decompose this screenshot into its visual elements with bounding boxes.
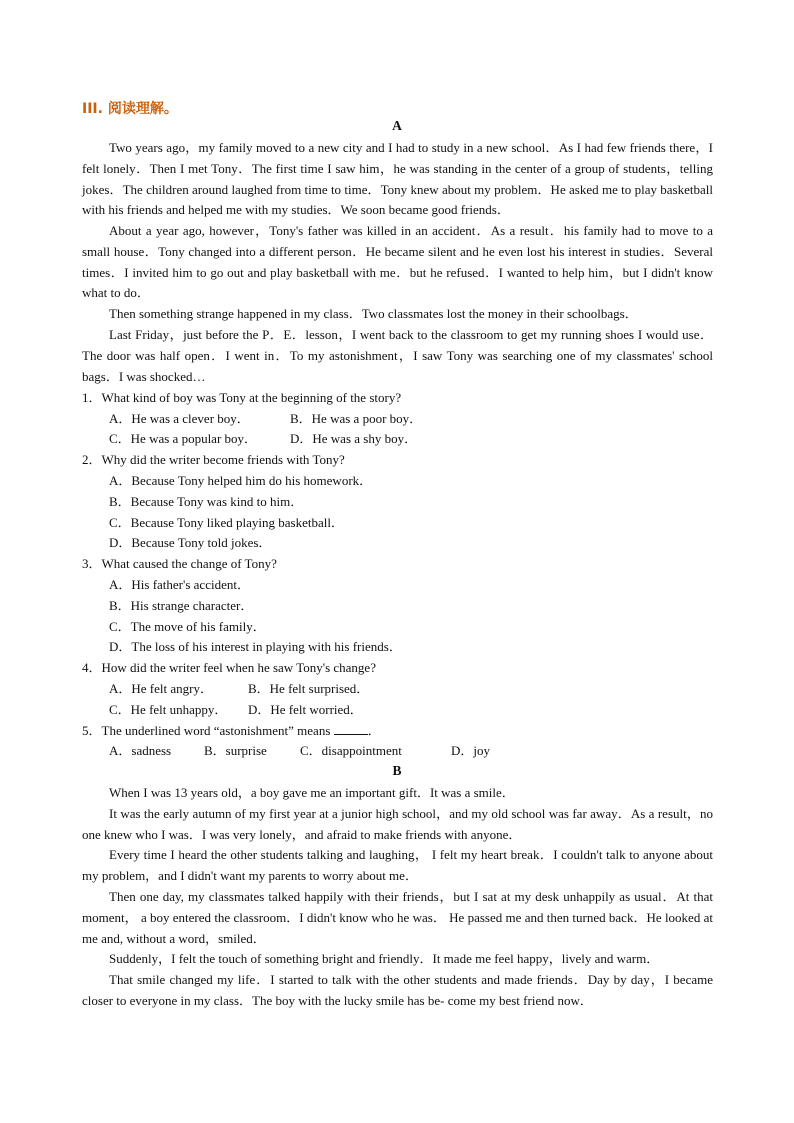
question-option: C．The move of his family． <box>109 619 266 634</box>
question-stem: 1．What kind of boy was Tony at the beginning of the story? <box>82 390 402 405</box>
question-stem: 2．Why did the writer become friends with Tony? <box>82 452 345 467</box>
question-option: A．Because Tony helped him do his homework． <box>109 473 373 488</box>
passage-b-paragraph-3 <box>82 845 713 887</box>
passage-a-paragraph-2 <box>82 221 713 304</box>
question-option: A．He felt angry． <box>109 681 213 696</box>
paragraph-text: Two years ago，my family moved to a new city and I had to study in a new school．As I had few friends there，I felt lonely．Then I met Tony．The first time I saw him，he was standing in the center of a group of students，telling jokes．The children around laughed from time to time．Tony knew about my problem．He asked me to play basketball with his friends and helped me with my studies．We soon became good friends． <box>82 140 713 218</box>
paragraph-text: It was the early autumn of my first year at a junior high school，and my old school was far away．As a result，no one knew who I was．I was very lonely，and afraid to make friends with anyone． <box>82 806 713 842</box>
question-option: B．He was a poor boy． <box>290 411 423 426</box>
paragraph-text: Last Friday，just before the P．E．lesson，I went back to the classroom to get my running shoes I would use．The door was half open．I went in．To my astonishment，I saw Tony was searching one of my classmates' school bags．I was shocked… <box>82 327 713 384</box>
passage-b-paragraph-4 <box>82 887 713 949</box>
passage-a-title: A <box>392 118 402 133</box>
question-stem: 3．What caused the change of Tony? <box>82 556 277 571</box>
paragraph-text: Then something strange happened in my class．Two classmates lost the money in their schoolbags． <box>109 306 638 321</box>
question-stem-5 <box>82 721 381 742</box>
section-title: III. 阅读理解。 <box>82 101 178 117</box>
paragraph-text: That smile changed my life．I started to talk with the other students and made friends．Day by day，I became closer to everyone in my class．The boy with the lucky smile has be- come my best friend now． <box>82 972 713 1008</box>
paragraph-text: About a year ago, however，Tony's father was killed in an accident．As a result．his family had to move to a small house．Tony changed into a different person．He became silent and he even lost his interest in studies．Several times．I invited him to go out and play basketball with me．but he refused．I wanted to help him，but I didn't know what to do． <box>82 223 713 301</box>
passage-a-paragraph-1 <box>82 138 713 221</box>
question-option: D．joy <box>451 743 491 758</box>
question-option: C．Because Tony liked playing basketball． <box>109 515 344 530</box>
question-option: D．He was a shy boy． <box>290 431 418 446</box>
answer-blank <box>334 722 368 735</box>
question-option: B．surprise <box>204 743 267 758</box>
paragraph-text: Then one day, my classmates talked happily with their friends，but I sat at my desk unhappily as usual．At that moment， a boy entered the classroom．I didn't know who he was． He passed me and then turned back．He looked at me and, without a word，smiled． <box>82 889 713 946</box>
question-stem: 4．How did the writer feel when he saw Tony's change? <box>82 660 376 675</box>
passage-b-paragraph-6 <box>82 970 713 1012</box>
paragraph-text: Every time I heard the other students talking and laughing， I felt my heart break．I couldn't talk to anyone about my problem，and I didn't want my parents to worry about me． <box>82 847 713 883</box>
paragraph-text: Suddenly，I felt the touch of something bright and friendly．It made me feel happy，lively and warm． <box>109 951 660 966</box>
question-option: C．He felt unhappy． <box>109 702 228 717</box>
paragraph-text: When I was 13 years old，a boy gave me an important gift．It was a smile． <box>109 785 515 800</box>
question-option: B．His strange character． <box>109 598 254 613</box>
question-option: D．Because Tony told jokes． <box>109 535 272 550</box>
passage-b-paragraph-1 <box>82 783 713 804</box>
passage-b-paragraph-5 <box>82 949 713 970</box>
question-option: A．sadness <box>109 743 172 758</box>
passage-b-paragraph-2 <box>82 804 713 846</box>
question-option: B．Because Tony was kind to him． <box>109 494 304 509</box>
question-option: C．disappointment <box>300 743 402 758</box>
passage-b-title: B <box>392 763 402 778</box>
question-stem-start: 5．The underlined word “astonishment” means <box>82 723 334 738</box>
question-option: D．The loss of his interest in playing with his friends． <box>109 639 402 654</box>
question-option: C．He was a popular boy． <box>109 431 258 446</box>
passage-a-paragraph-4 <box>82 325 713 387</box>
question-option: D．He felt worried． <box>248 702 363 717</box>
question-option: A．His father's accident． <box>109 577 250 592</box>
question-option: B．He felt surprised． <box>248 681 370 696</box>
question-option: A．He was a clever boy． <box>109 411 250 426</box>
question-stem-end: ． <box>367 723 381 738</box>
passage-a-paragraph-3 <box>82 304 713 325</box>
